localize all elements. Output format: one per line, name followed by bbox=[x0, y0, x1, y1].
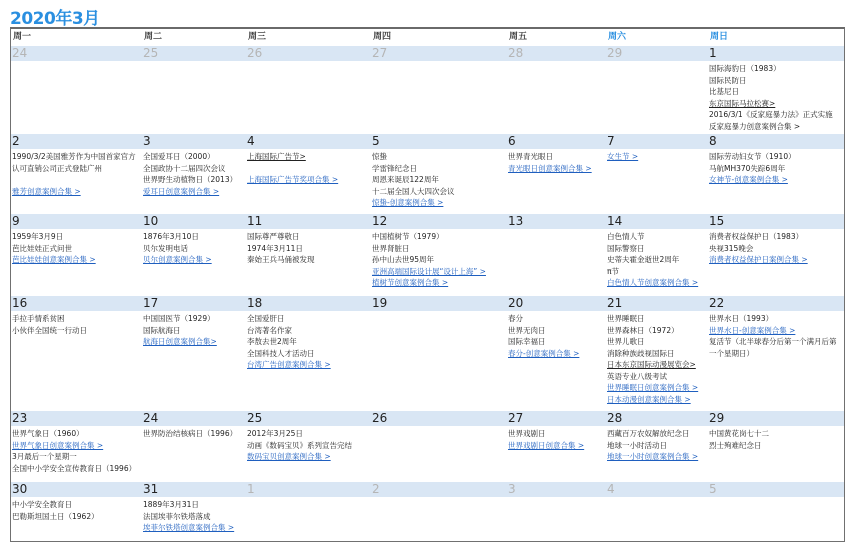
event-text: 国际民防日 bbox=[709, 75, 747, 85]
event-text: 中小学安全教育日 bbox=[12, 500, 72, 509]
weekday-header: 周二 bbox=[144, 32, 163, 42]
event-text: 西藏百万农奴解放纪念日 bbox=[607, 429, 690, 438]
weekday-header: 周六 bbox=[608, 32, 627, 42]
event-text: 1974年3月11日 bbox=[247, 243, 303, 253]
day-number: 1 bbox=[247, 482, 255, 496]
day-cell[interactable] bbox=[247, 134, 372, 186]
event-text: 世界防治结核病日（1996） bbox=[143, 429, 238, 438]
day-cell[interactable] bbox=[508, 296, 607, 359]
day-number: 14 bbox=[607, 214, 623, 228]
day-number: 1 bbox=[709, 46, 717, 60]
event-link[interactable]: 亚洲高端国际设计展“设计上海” > bbox=[372, 266, 486, 276]
event-text bbox=[247, 163, 372, 175]
month-title: 2020年3月 bbox=[10, 9, 100, 29]
event-text: 中国黄花岗七十二 bbox=[709, 429, 769, 438]
event-link[interactable]: 东京国际马拉松赛> bbox=[709, 98, 776, 108]
day-cell[interactable] bbox=[607, 214, 709, 289]
day-cell[interactable] bbox=[143, 296, 247, 348]
event-link[interactable]: 世界睡眠日创意案例合集 > bbox=[607, 383, 699, 392]
day-cell[interactable] bbox=[372, 134, 508, 209]
day-events bbox=[709, 151, 843, 186]
day-events bbox=[12, 151, 143, 197]
day-number: 30 bbox=[12, 482, 28, 496]
day-cell[interactable] bbox=[709, 46, 843, 132]
day-number: 28 bbox=[508, 46, 524, 60]
event-text: 1959年3月9日 bbox=[12, 232, 64, 241]
day-events bbox=[143, 151, 247, 197]
event-text: 李敖去世2周年 bbox=[247, 337, 297, 346]
event-text: 中国植树节（1979） bbox=[372, 232, 444, 241]
day-number: 15 bbox=[709, 214, 725, 228]
week-row bbox=[11, 134, 844, 214]
event-text: 世界气象日（1960） bbox=[12, 429, 84, 438]
day-number: 26 bbox=[372, 411, 388, 425]
day-cell[interactable] bbox=[12, 134, 143, 197]
day-cell[interactable] bbox=[709, 296, 843, 359]
event-text: 世界水日（1993） bbox=[709, 314, 774, 323]
event-link[interactable]: 埃菲尔铁塔创意案例合集 > bbox=[143, 523, 235, 532]
event-text: 国际航海日 bbox=[143, 325, 181, 335]
day-cell[interactable] bbox=[143, 214, 247, 266]
day-events bbox=[143, 313, 247, 348]
event-link[interactable]: 贝尔创意案例合集 > bbox=[143, 255, 212, 264]
day-cell[interactable] bbox=[709, 482, 843, 499]
day-events bbox=[372, 151, 508, 209]
day-events bbox=[12, 231, 143, 266]
day-number: 29 bbox=[709, 411, 725, 425]
event-text: 全国爱肝日 bbox=[247, 314, 285, 323]
day-number: 9 bbox=[12, 214, 20, 228]
event-text: 世界儿歌日 bbox=[607, 337, 645, 346]
event-text: 地球一小时活动日 bbox=[607, 440, 667, 450]
day-number: 20 bbox=[508, 296, 524, 310]
day-number: 8 bbox=[709, 134, 717, 148]
day-cell[interactable] bbox=[508, 482, 607, 499]
event-link[interactable]: 上海国际广告节> bbox=[247, 152, 306, 161]
day-events bbox=[143, 499, 247, 534]
day-number: 5 bbox=[372, 134, 380, 148]
event-text: 1990/3/2美国雅芳作为中国首家官方 bbox=[12, 152, 136, 161]
day-events bbox=[709, 231, 843, 266]
day-number: 21 bbox=[607, 296, 623, 310]
event-link[interactable]: 白色情人节创意案例合集 > bbox=[607, 278, 699, 287]
day-number: 16 bbox=[12, 296, 28, 310]
event-text: 国际劳动妇女节（1910） bbox=[709, 152, 796, 161]
day-cell[interactable] bbox=[607, 46, 709, 63]
event-text: 国际尊严尊敬日 bbox=[247, 232, 300, 241]
event-text: 台湾著名作家 bbox=[247, 325, 292, 335]
day-number: 2 bbox=[372, 482, 380, 496]
event-text: 一个星期日） bbox=[709, 348, 754, 358]
event-link[interactable]: 世界气象日创意案例合集 > bbox=[12, 440, 104, 450]
day-cell[interactable] bbox=[143, 411, 247, 440]
day-number: 24 bbox=[143, 411, 159, 425]
day-cell[interactable] bbox=[607, 482, 709, 499]
day-events bbox=[12, 313, 143, 336]
day-cell[interactable] bbox=[247, 482, 372, 499]
day-number: 26 bbox=[247, 46, 263, 60]
day-cell[interactable] bbox=[508, 411, 607, 451]
event-link[interactable]: 世界水日-创意案例合集 > bbox=[709, 325, 796, 335]
event-link[interactable]: 春分-创意案例合集 > bbox=[508, 348, 580, 358]
event-text: 全国政协十二届四次会议 bbox=[143, 163, 226, 173]
day-number: 23 bbox=[12, 411, 28, 425]
event-text: 马航MH370失踪6周年 bbox=[709, 163, 786, 173]
event-text: 学雷锋纪念日 bbox=[372, 163, 417, 173]
event-text: 全国科技人才活动日 bbox=[247, 348, 315, 358]
week-row bbox=[11, 46, 844, 134]
event-text: 2016/3/1《反家庭暴力法》正式实施 bbox=[709, 110, 833, 119]
day-events bbox=[607, 428, 709, 463]
event-text: 央视315晚会 bbox=[709, 243, 754, 253]
event-link[interactable]: 植树节创意案例合集 > bbox=[372, 278, 449, 287]
event-text: 全国爱耳日（2000） bbox=[143, 152, 215, 161]
day-events bbox=[607, 231, 709, 289]
day-cell[interactable] bbox=[247, 296, 372, 371]
day-events bbox=[709, 313, 843, 359]
event-text: 1876年3月10日 bbox=[143, 232, 199, 241]
weekday-header: 周五 bbox=[509, 32, 528, 42]
day-cell[interactable] bbox=[12, 46, 143, 63]
day-number: 13 bbox=[508, 214, 524, 228]
day-cell[interactable] bbox=[607, 411, 709, 463]
day-events bbox=[709, 63, 843, 132]
event-text: 全国中小学安全宣传教育日（1996） bbox=[12, 463, 137, 473]
day-number: 17 bbox=[143, 296, 159, 310]
event-text: 孙中山去世95周年 bbox=[372, 255, 435, 264]
day-events bbox=[508, 313, 607, 359]
day-events bbox=[372, 231, 508, 289]
week-row bbox=[11, 482, 844, 542]
day-number: 5 bbox=[709, 482, 717, 496]
event-text: 史蒂夫霍金逝世2周年 bbox=[607, 255, 680, 264]
event-link[interactable]: 日本东京国际动漫展览会> bbox=[607, 360, 696, 369]
event-text: 法国埃菲尔铁塔落成 bbox=[143, 511, 211, 521]
event-link[interactable]: 爱耳日创意案例合集 > bbox=[143, 186, 220, 196]
event-text: 世界野生动植物日（2013） bbox=[143, 175, 238, 184]
event-text: 消除种族歧视国际日 bbox=[607, 348, 675, 358]
day-cell[interactable] bbox=[247, 411, 372, 463]
day-events bbox=[247, 231, 372, 266]
day-events bbox=[12, 499, 143, 522]
week-row bbox=[11, 296, 844, 411]
day-number: 24 bbox=[12, 46, 28, 60]
event-text: 世界睡眠日 bbox=[607, 314, 645, 323]
day-cell[interactable] bbox=[12, 296, 143, 336]
day-cell[interactable] bbox=[372, 482, 508, 499]
day-number: 29 bbox=[607, 46, 623, 60]
week-row bbox=[11, 411, 844, 482]
day-cell[interactable] bbox=[607, 134, 709, 163]
weekday-header: 周日 bbox=[710, 32, 729, 42]
day-cell[interactable] bbox=[607, 296, 709, 405]
day-cell[interactable] bbox=[372, 46, 508, 63]
event-text: 国际警察日 bbox=[607, 243, 645, 253]
day-cell[interactable] bbox=[709, 134, 843, 186]
day-number: 2 bbox=[12, 134, 20, 148]
day-cell[interactable] bbox=[508, 134, 607, 174]
day-cell[interactable] bbox=[247, 214, 372, 266]
event-text: 动画《数码宝贝》系列宣告完结 bbox=[247, 440, 352, 450]
event-text: 世界肾脏日 bbox=[372, 243, 410, 253]
day-number: 31 bbox=[143, 482, 159, 496]
day-number: 4 bbox=[607, 482, 615, 496]
weekday-header: 周一 bbox=[13, 32, 32, 42]
day-number: 3 bbox=[508, 482, 516, 496]
day-number: 18 bbox=[247, 296, 263, 310]
event-link[interactable]: 日本动漫创意案例合集 > bbox=[607, 394, 691, 404]
day-events bbox=[709, 428, 843, 451]
event-link[interactable]: 台湾广告创意案例合集 > bbox=[247, 360, 331, 369]
event-text: 中国国医节（1929） bbox=[143, 314, 215, 323]
event-text: 英语专业八级考试 bbox=[607, 371, 667, 381]
day-events bbox=[12, 428, 143, 474]
event-text: 手拉手情系贫困 bbox=[12, 314, 65, 323]
day-cell[interactable] bbox=[508, 214, 607, 231]
event-text: 国际海豹日（1983） bbox=[709, 64, 781, 73]
event-text: 惊蛰 bbox=[372, 152, 387, 161]
event-text: π节 bbox=[607, 266, 620, 276]
day-number: 3 bbox=[143, 134, 151, 148]
day-number: 11 bbox=[247, 214, 263, 228]
event-text: 世界戏剧日 bbox=[508, 429, 546, 438]
day-cell[interactable] bbox=[143, 134, 247, 197]
event-text bbox=[12, 174, 143, 186]
event-link[interactable]: 惊蛰-创意案例合集 > bbox=[372, 198, 444, 207]
event-text: 世界青光眼日 bbox=[508, 152, 553, 161]
event-link[interactable]: 女生节 > bbox=[607, 152, 639, 161]
day-events bbox=[247, 313, 372, 371]
calendar-grid bbox=[10, 27, 845, 542]
day-cell[interactable] bbox=[12, 482, 143, 522]
day-number: 28 bbox=[607, 411, 623, 425]
day-cell[interactable] bbox=[143, 46, 247, 63]
day-cell[interactable] bbox=[12, 214, 143, 266]
weekday-header: 周三 bbox=[248, 32, 267, 42]
event-text: 1889年3月31日 bbox=[143, 500, 199, 509]
day-number: 27 bbox=[372, 46, 388, 60]
event-text: 认可直销公司正式登陆广州 bbox=[12, 163, 102, 173]
day-cell[interactable] bbox=[12, 411, 143, 474]
event-text: 反家庭暴力创意案例合集 > bbox=[709, 121, 801, 131]
event-link[interactable]: 青光眼日创意案例合集 > bbox=[508, 163, 592, 173]
event-link[interactable]: 世界戏剧日创意合集 > bbox=[508, 440, 585, 450]
event-link[interactable]: 芭比娃娃创意案例合集 > bbox=[12, 255, 96, 264]
day-cell[interactable] bbox=[143, 482, 247, 534]
event-link[interactable]: 地球一小时创意案例合集 > bbox=[607, 452, 699, 461]
event-link[interactable]: 航海日创意案例合集> bbox=[143, 337, 217, 346]
day-cell[interactable] bbox=[709, 214, 843, 266]
event-text: 复活节（北半球春分后第一个满月后第 bbox=[709, 337, 837, 346]
day-cell[interactable] bbox=[372, 296, 508, 313]
day-events bbox=[607, 313, 709, 405]
day-number: 27 bbox=[508, 411, 524, 425]
event-link[interactable]: 上海国际广告节奖项合集 > bbox=[247, 175, 339, 184]
day-events bbox=[143, 231, 247, 266]
day-events bbox=[247, 428, 372, 463]
event-link[interactable]: 雅芳创意案例合集 > bbox=[12, 186, 81, 196]
event-link[interactable]: 消费者权益保护日案例合集 > bbox=[709, 255, 808, 264]
day-cell[interactable] bbox=[709, 411, 843, 451]
event-text: 世界无肉日 bbox=[508, 325, 546, 335]
event-text: 烈士殉难纪念日 bbox=[709, 440, 762, 450]
event-text: 芭比娃娃正式问世 bbox=[12, 243, 72, 253]
weekday-header: 周四 bbox=[373, 32, 392, 42]
event-link[interactable]: 数码宝贝创意案例合集 > bbox=[247, 452, 331, 461]
event-text: 白色情人节 bbox=[607, 232, 645, 241]
week-row bbox=[11, 214, 844, 296]
day-events bbox=[143, 428, 247, 440]
event-text: 3月最后一个星期一 bbox=[12, 452, 77, 461]
day-number: 12 bbox=[372, 214, 388, 228]
day-number: 25 bbox=[143, 46, 159, 60]
day-events bbox=[508, 428, 607, 451]
day-number: 10 bbox=[143, 214, 159, 228]
day-number: 4 bbox=[247, 134, 255, 148]
event-text: 消费者权益保护日（1983） bbox=[709, 232, 804, 241]
event-text: 国际幸福日 bbox=[508, 337, 546, 346]
day-events bbox=[508, 151, 607, 174]
event-text: 春分 bbox=[508, 314, 523, 323]
day-number: 19 bbox=[372, 296, 388, 310]
day-cell[interactable] bbox=[372, 411, 508, 428]
day-number: 22 bbox=[709, 296, 725, 310]
event-text: 世界森林日（1972） bbox=[607, 325, 679, 335]
day-number: 6 bbox=[508, 134, 516, 148]
day-number: 25 bbox=[247, 411, 263, 425]
event-text: 巴勒斯坦国土日（1962） bbox=[12, 511, 99, 521]
event-text: 比基尼日 bbox=[709, 87, 739, 96]
event-link[interactable]: 女神节-创意案例合集 > bbox=[709, 175, 788, 184]
day-events bbox=[607, 151, 709, 163]
day-events bbox=[247, 151, 372, 186]
event-text: 秦始王兵马俑被发现 bbox=[247, 255, 315, 264]
day-cell[interactable] bbox=[508, 46, 607, 63]
event-text: 小伙伴全国统一行动日 bbox=[12, 325, 87, 335]
event-text: 2012年3月25日 bbox=[247, 429, 303, 438]
event-text: 十二届全国人大四次会议 bbox=[372, 186, 455, 196]
event-text: 贝尔发明电话 bbox=[143, 243, 188, 253]
day-cell[interactable] bbox=[372, 214, 508, 289]
event-text: 周恩来诞辰122周年 bbox=[372, 175, 439, 184]
day-number: 7 bbox=[607, 134, 615, 148]
day-cell[interactable] bbox=[247, 46, 372, 63]
